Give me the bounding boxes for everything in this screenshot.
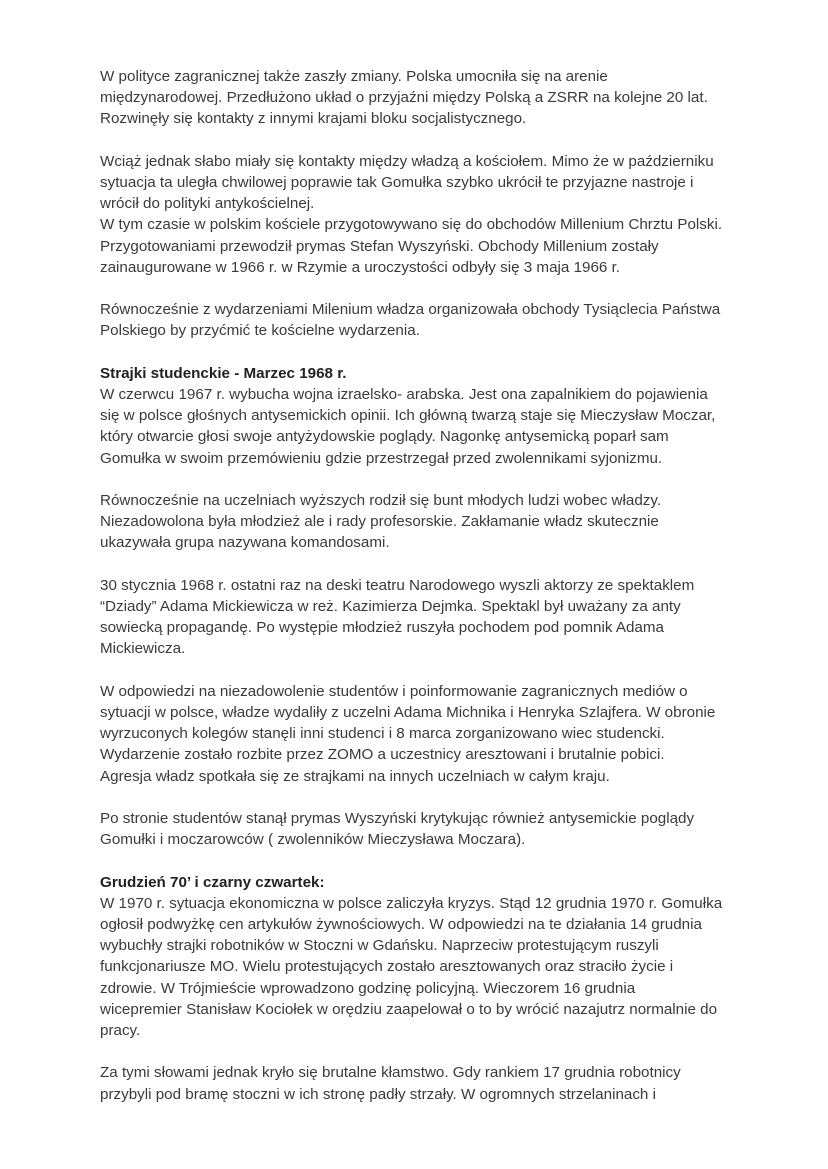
text-line: Równocześnie na uczelniach wyższych rodził się bunt młodych ludzi wobec władzy. bbox=[100, 492, 662, 509]
section-march-1968 bbox=[100, 363, 740, 469]
text-line: który otwarcie głosi swoje antyżydowskie poglądy. Nagonkę antysemicką poparł sam bbox=[100, 428, 669, 446]
text-line: Za tymi słowami jednak kryło się brutalne kłamstwo. Gdy rankiem 17 grudnia robotnicy bbox=[100, 1064, 681, 1082]
text-line: 30 stycznia 1968 r. ostatni raz na deski teatru Narodowego wyszli aktorzy ze spektaklem bbox=[100, 576, 695, 594]
text-line: Niezadowolona była młodzież ale i rady profesorskie. Zakłamanie władz skutecznie bbox=[100, 513, 659, 531]
paragraph-church-relations bbox=[100, 151, 740, 215]
text-line: Równocześnie z wydarzeniami Milenium władza organizowała obchody Tysiąclecia Państwa bbox=[100, 301, 721, 319]
text-line: wybuchły strajki robotników w Stoczni w Gdańsku. Naprzeciw protestującym ruszyli bbox=[100, 937, 659, 955]
section-december-1970 bbox=[100, 872, 740, 1042]
text-line: W polityce zagranicznej także zaszły zmiany. Polska umocniła się na arenie bbox=[100, 68, 608, 85]
paragraph-student-revolt bbox=[100, 490, 740, 554]
text-line: Mickiewicza. bbox=[100, 640, 186, 658]
text-line: sytuacji w polsce, władze wydaliły z uczelni Adama Michnika i Henryka Szlajfera. W obronie bbox=[100, 704, 716, 721]
paragraph-foreign-policy bbox=[100, 66, 740, 130]
text-line: Polskiego by przyćmić te kościelne wydarzenia. bbox=[100, 322, 420, 340]
section-heading: Strajki studenckie - Marzec 1968 r. bbox=[100, 364, 347, 382]
text-line: Rozwinęły się kontakty z innymi krajami bloku socjalistycznego. bbox=[100, 110, 527, 128]
text-line: “Dziady” Adama Mickiewicza w reż. Kazimierza Dejmka. Spektakl był uważany za anty bbox=[100, 598, 681, 615]
text-line: funkcjonariusze MO. Wielu protestujących zostało aresztowanych oraz straciło życie i bbox=[100, 958, 674, 976]
paragraph-dziady bbox=[100, 575, 740, 660]
text-line: Wydarzenie zostało rozbite przez ZOMO a uczestnicy aresztowani i brutalnie pobici. bbox=[100, 746, 665, 764]
text-line: Po stronie studentów stanął prymas Wyszyński krytykując również antysemickie poglądy bbox=[100, 810, 695, 827]
paragraph-millennium bbox=[100, 214, 740, 278]
document-page bbox=[100, 66, 740, 1105]
text-line: zdrowie. W Trójmieście wprowadzono godzinę policyjną. Wieczorem 16 grudnia bbox=[100, 979, 636, 997]
text-line: W tym czasie w polskim kościele przygotowywano się do obchodów Millenium Chrztu Polski. bbox=[100, 216, 723, 234]
text-line: W odpowiedzi na niezadowolenie studentów i poinformowanie zagranicznych mediów o bbox=[100, 682, 688, 700]
text-line: W czerwcu 1967 r. wybucha wojna izraelsko- arabska. Jest ona zapalnikiem do pojawienia bbox=[100, 386, 708, 403]
paragraph-wyszynski bbox=[100, 808, 740, 850]
paragraph-state-millennium bbox=[100, 299, 740, 341]
text-line: międzynarodowej. Przedłużono układ o przyjaźni między Polską a ZSRR na kolejne 20 lat. bbox=[100, 89, 708, 107]
text-line: Agresja władz spotkała się ze strajkami na innych uczelniach w całym kraju. bbox=[100, 767, 610, 785]
text-line: Gomułki i moczarowców ( zwolenników Mieczysława Moczara). bbox=[100, 831, 526, 849]
paragraph-expulsions bbox=[100, 681, 740, 787]
text-line: ukazywała grupa nazywana komandosami. bbox=[100, 534, 390, 552]
text-line: zainaugurowane w 1966 r. w Rzymie a uroczystości odbyły się 3 maja 1966 r. bbox=[100, 258, 621, 276]
section-heading: Grudzień 70’ i czarny czwartek: bbox=[100, 873, 325, 891]
text-line: W 1970 r. sytuacja ekonomiczna w polsce zaliczyła kryzys. Stąd 12 grudnia 1970 r. Gomułka bbox=[100, 894, 723, 912]
text-line: sowiecką propagandę. Po występie młodzież ruszyła pochodem pod pomnik Adama bbox=[100, 619, 664, 637]
text-line: się w polsce głośnych antysemickich opinii. Ich główną twarzą staje się Mieczysław Moczar, bbox=[100, 407, 716, 425]
text-line: Gomułka w swoim przemówieniu gdzie przestrzegał przed zwolennikami syjonizmu. bbox=[100, 449, 663, 467]
text-line: wicepremier Stanisław Kociołek w orędziu zaapelował o to by wrócić nazajutrz normalnie do bbox=[100, 1000, 718, 1018]
text-line: przybyli pod bramę stoczni w ich stronę padły strzały. W ogromnych strzelaninach i bbox=[100, 1085, 656, 1103]
text-line: wyrzuconych kolegów stanęli inni studenci i 8 marca zorganizowano wiec studencki. bbox=[100, 725, 665, 743]
text-line: wrócił do polityki antykościelnej. bbox=[100, 195, 315, 213]
paragraph-black-thursday bbox=[100, 1062, 740, 1104]
text-line: Wciąż jednak słabo miały się kontakty między władzą a kościołem. Mimo że w październiku bbox=[100, 152, 714, 170]
text-line: pracy. bbox=[100, 1022, 141, 1040]
text-line: ogłosił podwyżkę cen artykułów żywnościowych. W odpowiedzi na te działania 14 grudnia bbox=[100, 916, 702, 933]
text-line: sytuacja ta uległa chwilowej poprawie tak Gomułka szybko ukrócił te przyjazne nastroje i bbox=[100, 174, 694, 191]
text-line: Przygotowaniami przewodził prymas Stefan Wyszyński. Obchody Millenium zostały bbox=[100, 237, 659, 255]
